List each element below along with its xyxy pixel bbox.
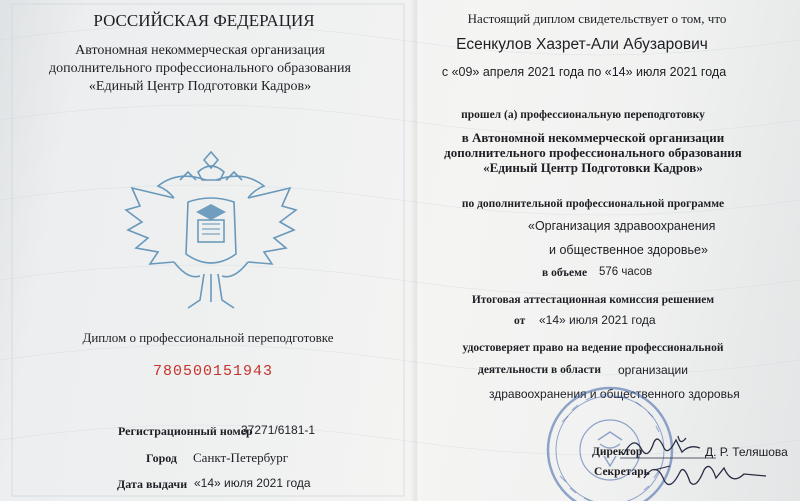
program-name-line-1: «Организация здравоохранения [528,219,716,233]
registration-number: 37271/6181-1 [241,423,316,437]
diploma-title: Диплом о профессиональной переподготовке [82,330,334,345]
volume-label: в объеме [542,267,588,279]
director-name: Д. Р. Теляшова [705,445,788,459]
double-headed-eagle-emblem [118,150,304,314]
commission-date: «14» июля 2021 года [539,313,656,327]
page-fold [410,0,424,501]
study-period: с «09» апреля 2021 года по «14» июля 2021 года [441,65,727,79]
commission-statement: Итоговая аттестационная комиссия решением [471,294,715,306]
secretary-label: Секретарь [594,466,650,478]
secretary-signature [640,456,770,496]
program-label: по дополнительной профессиональной программе [461,198,725,210]
left-org-line-2: дополнительного профессионального образования [49,61,351,76]
registration-label: Регистрационный номер [118,424,253,438]
country-heading: РОССИЙСКАЯ ФЕДЕРАЦИЯ [93,11,315,30]
program-name-line-2: и общественное здоровье» [549,243,708,257]
field-line-2: здравоохранения и общественного здоровья [489,387,740,401]
field-line-1: организации [618,363,688,377]
intro-text: Настоящий диплом свидетельствует о том, что [467,11,727,26]
retraining-statement: прошел (а) профессиональную переподготовку [461,109,705,121]
serial-number: 780500151943 [152,363,274,380]
issue-date-label: Дата выдачи [117,477,188,491]
issue-date-value: «14» июля 2021 года [194,476,311,490]
commission-from-label: от [514,315,526,327]
city-label: Город [146,451,177,465]
volume-value: 576 часов [599,266,653,278]
left-org-line-1: Автономная некоммерческая организация [75,43,325,58]
director-label: Директор [592,446,643,458]
city-value: Санкт-Петербург [193,450,289,465]
right-org-line-3: «Единый Центр Подготовки Кадров» [483,160,703,175]
qualification-line-2: деятельности в области [478,364,601,376]
holder-name: Есенкулов Хазрет-Али Абузарович [456,36,708,53]
right-org-line-2: дополнительного профессионального образования [444,145,742,160]
left-org-line-3: «Единый Центр Подготовки Кадров» [88,79,312,94]
right-org-line-1: в Автономной некоммерческой организации [461,130,725,145]
qualification-line-1: удостоверяет право на ведение профессиональной [462,342,724,354]
